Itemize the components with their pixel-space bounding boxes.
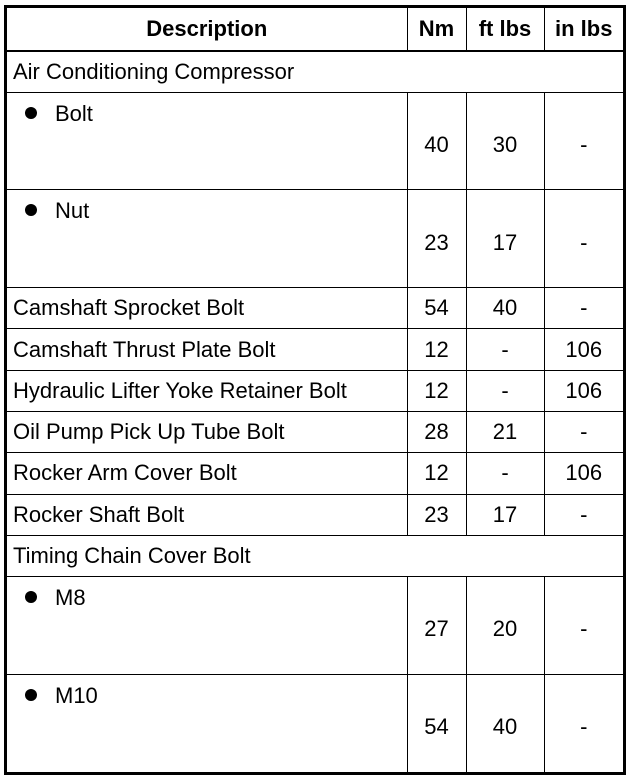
description-cell <box>7 411 407 452</box>
section-label: Timing Chain Cover Bolt <box>7 535 623 576</box>
description-cell <box>7 92 407 190</box>
nm-cell: 12 <box>407 370 466 411</box>
table-row <box>7 453 623 494</box>
header-row <box>7 8 623 51</box>
nm-cell: 12 <box>407 453 466 494</box>
description-cell <box>7 674 407 772</box>
nm-cell: 23 <box>407 494 466 535</box>
ft-lbs-cell: 30 <box>466 92 544 190</box>
section-label: Air Conditioning Compressor <box>7 51 623 92</box>
table-row <box>7 288 623 329</box>
table-row <box>7 577 623 675</box>
description-label: Rocker Shaft Bolt <box>13 501 185 527</box>
ft-lbs-cell: 21 <box>466 411 544 452</box>
nm-cell: 54 <box>407 288 466 329</box>
in-lbs-cell: - <box>544 577 623 675</box>
description-cell <box>7 329 407 370</box>
nm-cell: 23 <box>407 190 466 288</box>
description-cell <box>7 288 407 329</box>
nm-cell: 54 <box>407 674 466 772</box>
description-label: Bolt <box>55 100 93 126</box>
ft-lbs-cell: 17 <box>466 494 544 535</box>
table-row <box>7 51 623 92</box>
description-label: Rocker Arm Cover Bolt <box>13 460 237 486</box>
ft-lbs-cell: 40 <box>466 288 544 329</box>
table-row <box>7 92 623 190</box>
description-cell <box>7 494 407 535</box>
bullet-icon <box>25 689 37 701</box>
table-row <box>7 674 623 772</box>
in-lbs-cell: 106 <box>544 453 623 494</box>
table-row <box>7 494 623 535</box>
header-description: Description <box>7 8 407 51</box>
ft-lbs-cell: 17 <box>466 190 544 288</box>
description-label: Camshaft Thrust Plate Bolt <box>13 336 276 362</box>
in-lbs-cell: - <box>544 288 623 329</box>
table-row <box>7 411 623 452</box>
description-label: M8 <box>55 585 86 611</box>
in-lbs-cell: - <box>544 411 623 452</box>
table-body <box>7 51 623 772</box>
nm-cell: 28 <box>407 411 466 452</box>
bullet-icon <box>25 107 37 119</box>
table-row <box>7 370 623 411</box>
ft-lbs-cell: - <box>466 370 544 411</box>
torque-spec-table <box>7 8 623 772</box>
description-label: Oil Pump Pick Up Tube Bolt <box>13 419 285 445</box>
ft-lbs-cell: - <box>466 329 544 370</box>
bullet-icon <box>25 204 37 216</box>
ft-lbs-cell: - <box>466 453 544 494</box>
description-label: Nut <box>55 198 90 224</box>
table-row <box>7 535 623 576</box>
description-cell <box>7 453 407 494</box>
header-nm: Nm <box>407 8 466 51</box>
description-label: Hydraulic Lifter Yoke Retainer Bolt <box>13 377 347 403</box>
table-row <box>7 329 623 370</box>
nm-cell: 12 <box>407 329 466 370</box>
ft-lbs-cell: 20 <box>466 577 544 675</box>
description-cell <box>7 190 407 288</box>
in-lbs-cell: - <box>544 92 623 190</box>
in-lbs-cell: 106 <box>544 370 623 411</box>
bullet-icon <box>25 591 37 603</box>
table-row <box>7 190 623 288</box>
nm-cell: 40 <box>407 92 466 190</box>
header-in-lbs: in lbs <box>544 8 623 51</box>
in-lbs-cell: - <box>544 674 623 772</box>
header-ft-lbs: ft lbs <box>466 8 544 51</box>
in-lbs-cell: - <box>544 190 623 288</box>
description-cell <box>7 577 407 675</box>
description-cell <box>7 370 407 411</box>
description-label: Camshaft Sprocket Bolt <box>13 295 245 321</box>
in-lbs-cell: 106 <box>544 329 623 370</box>
torque-spec-table-frame <box>4 5 626 775</box>
nm-cell: 27 <box>407 577 466 675</box>
in-lbs-cell: - <box>544 494 623 535</box>
description-label: M10 <box>55 682 98 708</box>
ft-lbs-cell: 40 <box>466 674 544 772</box>
